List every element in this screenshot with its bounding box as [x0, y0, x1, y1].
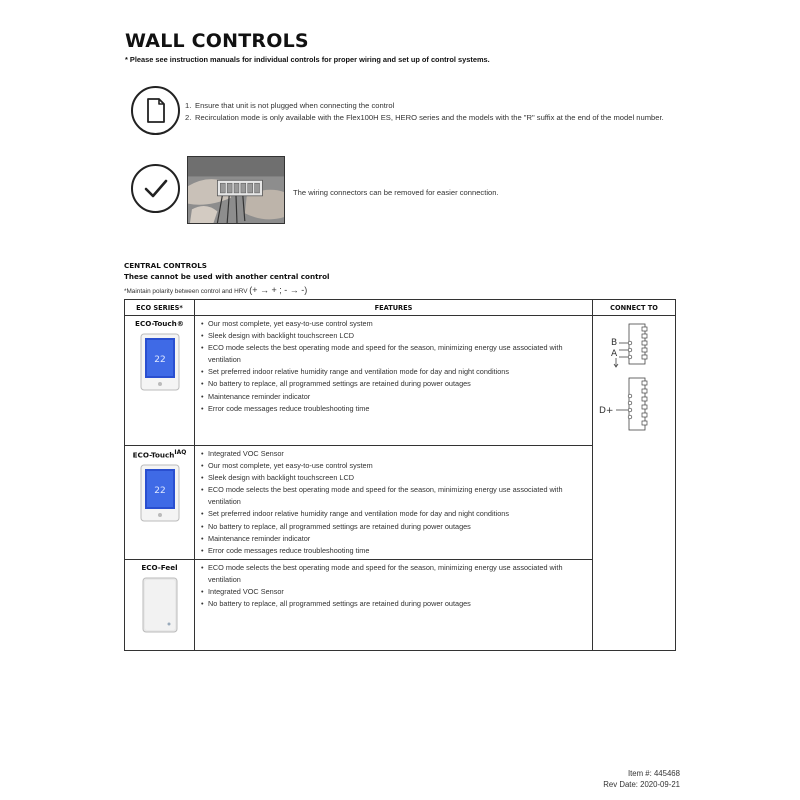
series-cell	[125, 446, 195, 560]
feature-item: • Integrated VOC Sensor	[201, 449, 284, 458]
wiring-connector-photo	[187, 156, 285, 224]
document-footer	[603, 768, 680, 790]
photo-caption: The wiring connectors can be removed for easier connection.	[293, 188, 499, 197]
features-cell	[195, 560, 593, 651]
controls-table	[124, 299, 676, 651]
svg-text:22: 22	[153, 355, 166, 365]
page-title: WALL CONTROLS	[125, 30, 309, 52]
feature-item: • Maintenance reminder indicator	[201, 533, 311, 543]
svg-text:22: 22	[153, 486, 166, 497]
terminal-connector-diagram	[599, 316, 669, 436]
table-header-row	[125, 300, 676, 316]
central-controls-title: CENTRAL CONTROLS	[124, 261, 207, 270]
polarity-formula: (+ → + ; - → -)	[249, 285, 308, 295]
notes-list	[185, 100, 685, 124]
eco-feel-device-image	[142, 577, 178, 633]
series-name: ECO-Feel	[141, 563, 178, 572]
note-item	[185, 100, 685, 112]
eco-touch-iaq-device-image	[140, 464, 180, 522]
note-text: Recirculation mode is only available with the Flex100H ES, HERO series and the models with the "R" suffix at the end of the model number.	[195, 113, 664, 122]
feature-item: • Set preferred indoor relative humidity range and ventilation mode for day and night conditions	[201, 367, 509, 377]
features-cell	[195, 446, 593, 560]
document-icon	[131, 86, 180, 135]
series-name: ECO-Touch®	[135, 319, 184, 328]
series-cell	[125, 316, 195, 446]
note-number: 2.	[185, 113, 192, 122]
feature-item: • ECO mode selects the best operating mode and speed for the season, minimizing energy use associated with ventilation	[201, 485, 563, 507]
connect-to-cell	[593, 316, 676, 651]
note-item	[185, 112, 685, 124]
table-row	[125, 316, 676, 446]
feature-item: • Sleek design with backlight touchscreen LCD	[201, 331, 355, 341]
header-features: FEATURES	[195, 300, 593, 316]
features-cell	[195, 316, 593, 446]
polarity-label: *Maintain polarity between control and HRV	[124, 288, 248, 295]
series-name: ECO-Touch$^{IAQ}$	[132, 449, 187, 460]
page-subtitle: * Please see instruction manuals for individual controls for proper wiring and set up of control systems.	[125, 55, 490, 64]
feature-item: • Integrated VOC Sensor	[201, 587, 284, 597]
feature-item: • Set preferred indoor relative humidity range and ventilation mode for day and night conditions	[201, 509, 509, 519]
series-cell	[125, 560, 195, 651]
terminal-label-b: B	[611, 338, 618, 348]
feature-item: • No battery to replace, all programmed settings are retained during power outages	[201, 521, 471, 531]
feature-item: • Error code messages reduce troubleshooting time	[201, 403, 370, 413]
feature-item: • Sleek design with backlight touchscreen LCD	[201, 473, 355, 483]
feature-item: • No battery to replace, all programmed settings are retained during power outages	[201, 599, 471, 609]
note-text: Ensure that unit is not plugged when connecting the control	[195, 101, 395, 110]
feature-item: • ECO mode selects the best operating mode and speed for the season, minimizing energy use associated with ventilation	[201, 343, 563, 365]
central-controls-subtitle: These cannot be used with another central control	[124, 272, 330, 281]
polarity-note	[124, 285, 307, 295]
note-number: 1.	[185, 101, 192, 110]
feature-item: • ECO mode selects the best operating mode and speed for the season, minimizing energy use associated with ventilation	[201, 563, 563, 585]
feature-item: • Error code messages reduce troubleshooting time	[201, 545, 370, 555]
feature-item: • Maintenance reminder indicator	[201, 391, 311, 401]
header-eco-series: ECO SERIES*	[125, 300, 195, 316]
feature-item: • Our most complete, yet easy-to-use control system	[201, 319, 373, 328]
checkmark-icon	[131, 164, 180, 213]
terminal-label-d: D+	[599, 406, 614, 416]
eco-touch-device-image	[140, 333, 180, 391]
feature-item: • No battery to replace, all programmed settings are retained during power outages	[201, 379, 471, 389]
header-connect-to: CONNECT TO	[593, 300, 676, 316]
revision-date: Rev Date: 2020-09-21	[603, 780, 680, 789]
terminal-label-a: A	[611, 349, 618, 359]
item-number: Item #: 445468	[627, 769, 680, 778]
feature-item: • Our most complete, yet easy-to-use control system	[201, 461, 373, 471]
